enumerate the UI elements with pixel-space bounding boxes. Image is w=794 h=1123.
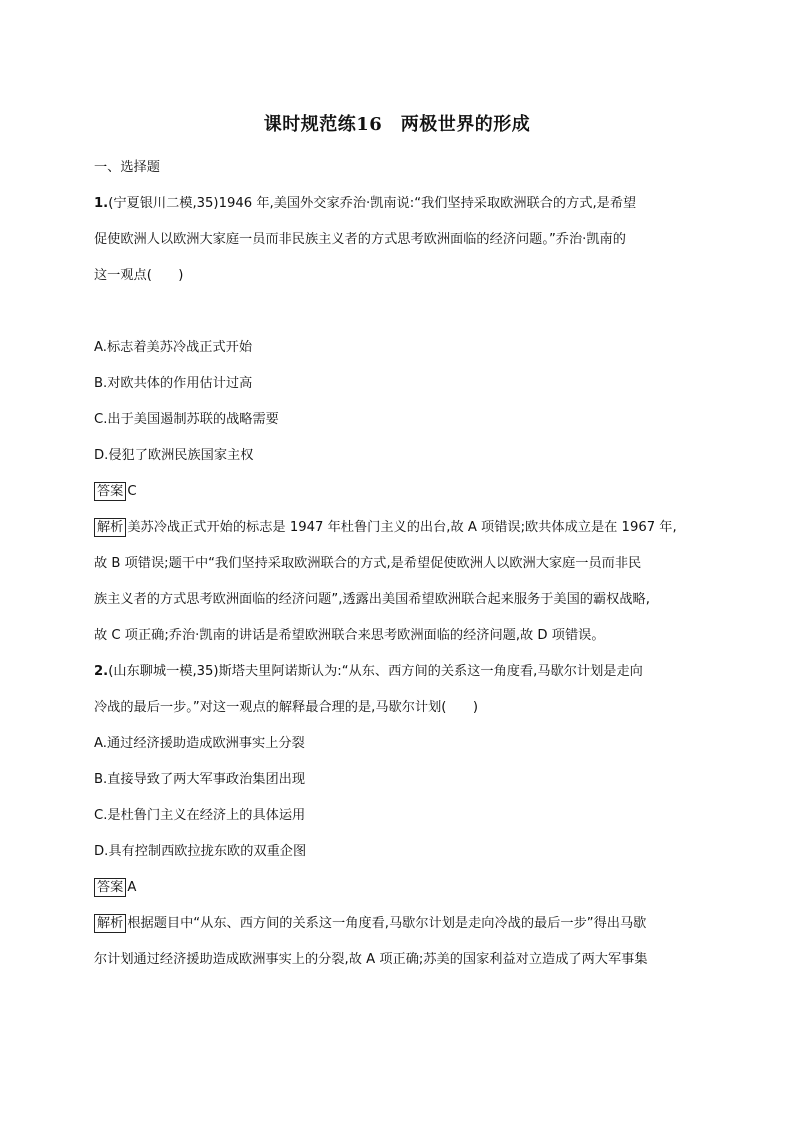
question-2-option-c: C.是杜鲁门主义在经济上的具体运用 bbox=[94, 808, 306, 823]
question-2-stem-line-2: 冷战的最后一步。”对这一观点的解释最合理的是,马歇尔计划( ) bbox=[94, 700, 478, 715]
question-1-stem-line-1: 1.(宁夏银川二模,35)1946 年,美国外交家乔治·凯南说:“我们坚持采取欧洲联合的方式,是希望 bbox=[94, 196, 637, 211]
question-1-analysis-line-3: 族主义者的方式思考欧洲面临的经济问题”,透露出美国希望欧洲联合起来服务于美国的霸权战略, bbox=[94, 592, 650, 607]
question-1-analysis-line-1: 解析 美苏冷战正式开始的标志是 1947 年杜鲁门主义的出台,故 A 项错误;欧共体成立是在 1967 年, bbox=[94, 510, 704, 546]
question-1-analysis-line-2: 故 B 项错误;题干中“我们坚持采取欧洲联合的方式,是希望促使欧洲人以欧洲大家庭一员而非民 bbox=[94, 556, 642, 571]
question-1-answer-value: C bbox=[127, 484, 137, 499]
question-2-stem-line-1: 2.(山东聊城一模,35)斯塔夫里阿诺斯认为:“从东、西方间的关系这一角度看,马歇尔计划是走向 bbox=[94, 664, 643, 679]
question-1-option-d: D.侵犯了欧洲民族国家主权 bbox=[94, 448, 254, 463]
document-body bbox=[94, 150, 704, 978]
question-2-analysis-line-1: 解析 根据题目中“从东、西方间的关系这一角度看,马歇尔计划是走向冷战的最后一步”得出马歇 bbox=[94, 906, 704, 942]
question-2 bbox=[94, 654, 704, 978]
section-heading: 一、选择题 bbox=[94, 160, 160, 175]
question-2-answer bbox=[94, 870, 704, 906]
question-2-number: 2. bbox=[94, 664, 109, 679]
question-1-option-b: B.对欧共体的作用估计过高 bbox=[94, 376, 253, 391]
answer-label: 答案 bbox=[94, 482, 126, 501]
question-1-stem-line-3: 这一观点( ) bbox=[94, 268, 184, 283]
question-1-option-a: A.标志着美苏冷战正式开始 bbox=[94, 340, 253, 355]
analysis-label: 解析 bbox=[94, 914, 126, 933]
analysis-label: 解析 bbox=[94, 518, 126, 537]
question-2-option-b: B.直接导致了两大军事政治集团出现 bbox=[94, 772, 306, 787]
question-1 bbox=[94, 186, 704, 654]
page-title: 课时规范练16 两极世界的形成 bbox=[263, 114, 531, 135]
question-2-analysis-line-2: 尔计划通过经济援助造成欧洲事实上的分裂,故 A 项正确;苏美的国家利益对立造成了两大军事集 bbox=[94, 952, 648, 967]
question-1-stem-line-2: 促使欧洲人以欧洲大家庭一员而非民族主义者的方式思考欧洲面临的经济问题。”乔治·凯南的 bbox=[94, 232, 626, 247]
answer-label: 答案 bbox=[94, 878, 126, 897]
question-2-option-d: D.具有控制西欧拉拢东欧的双重企图 bbox=[94, 844, 307, 859]
spacer bbox=[94, 294, 704, 330]
question-1-answer bbox=[94, 474, 704, 510]
question-1-analysis-line-4: 故 C 项正确;乔治·凯南的讲话是希望欧洲联合来思考欧洲面临的经济问题,故 D 项错误。 bbox=[94, 628, 605, 643]
question-1-option-c: C.出于美国遏制苏联的战略需要 bbox=[94, 412, 279, 427]
question-2-option-a: A.通过经济援助造成欧洲事实上分裂 bbox=[94, 736, 305, 751]
question-1-number: 1. bbox=[94, 196, 109, 211]
question-2-answer-value: A bbox=[127, 880, 137, 895]
